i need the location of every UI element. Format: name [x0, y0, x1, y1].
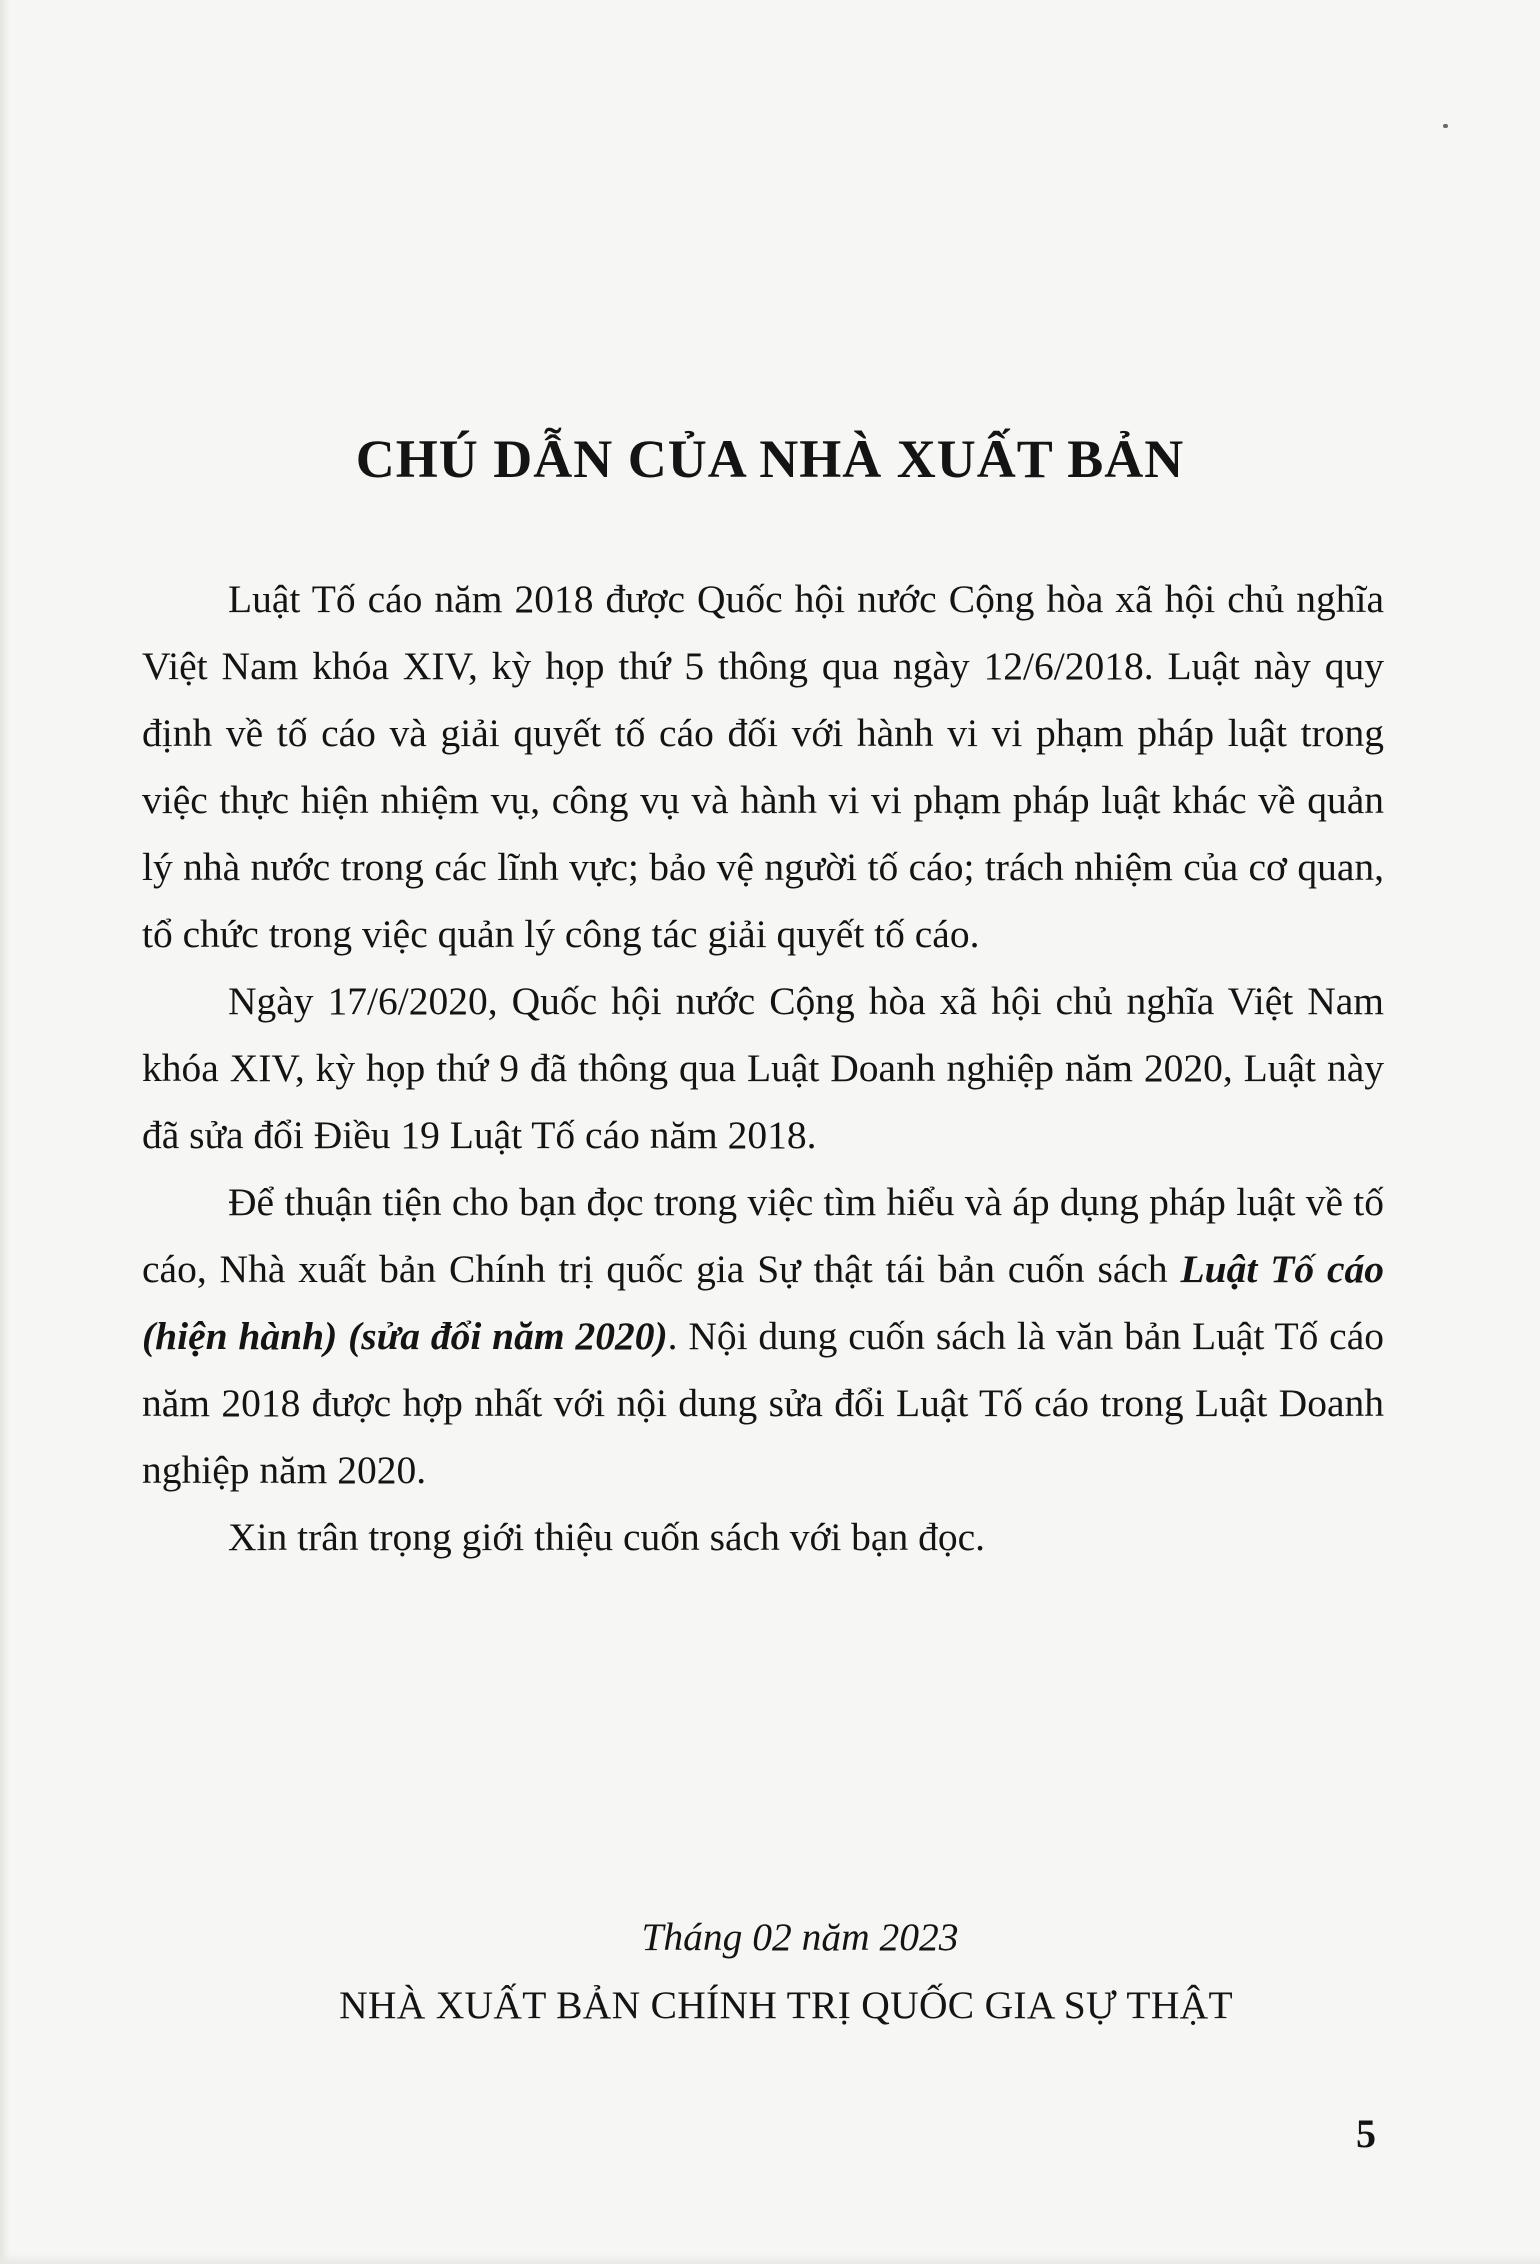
paragraph-4: Xin trân trọng giới thiệu cuốn sách với bạn đọc.	[228, 1515, 985, 1559]
paragraph-3-intro: Để thuận tiện cho bạn đọc trong việc tìm hiểu và áp dụng pháp luật về tố cáo, Nhà xuất bản Chính trị quốc gia Sự thật tái bản cuốn sách	[142, 1180, 1384, 1291]
signature-publisher: NHÀ XUẤT BẢN CHÍNH TRỊ QUỐC GIA SỰ THẬT	[339, 1983, 1233, 2027]
page-title: CHÚ DẪN CỦA NHÀ XUẤT BẢN	[355, 429, 1185, 490]
paragraph-2: Ngày 17/6/2020, Quốc hội nước Cộng hòa xã hội chủ nghĩa Việt Nam khóa XIV, kỳ họp thứ 9 đã thông qua Luật Doanh nghiệp năm 2020, Luật này đã sửa đổi Điều 19 Luật Tố cáo năm 2018.	[142, 979, 1384, 1157]
body-text	[142, 566, 1384, 1571]
page-edge-shadow	[0, 0, 10, 2264]
paragraph-1: Luật Tố cáo năm 2018 được Quốc hội nước Cộng hòa xã hội chủ nghĩa Việt Nam khóa XIV, kỳ họp thứ 5 thông qua ngày 12/6/2018. Luật này quy định về tố cáo và giải quyết tố cáo đối với hành vi vi phạm pháp luật trong việc thực hiện nhiệm vụ, công vụ và hành vi vi phạm pháp luật khác về quản lý nhà nước trong các lĩnh vực; bảo vệ người tố cáo; trách nhiệm của cơ quan, tổ chức trong việc quản lý công tác giải quyết tố cáo.	[142, 577, 1384, 956]
paragraph-3-rest: . Nội dung cuốn sách là văn bản Luật Tố cáo năm 2018 được hợp nhất với nội dung sửa đổi Luật Tố cáo trong Luật Doanh nghiệp năm 2020.	[142, 1314, 1385, 1492]
scan-speck	[1443, 124, 1448, 128]
book-title: Luật Tố cáo (hiện hành) (sửa đổi năm 2020)	[142, 1247, 1385, 1358]
signature-date: Tháng 02 năm 2023	[641, 1915, 959, 1959]
page-bottom-shadow	[0, 2254, 1540, 2264]
paragraph-3	[142, 1169, 1384, 1504]
page-number: 5	[1356, 2111, 1376, 2156]
